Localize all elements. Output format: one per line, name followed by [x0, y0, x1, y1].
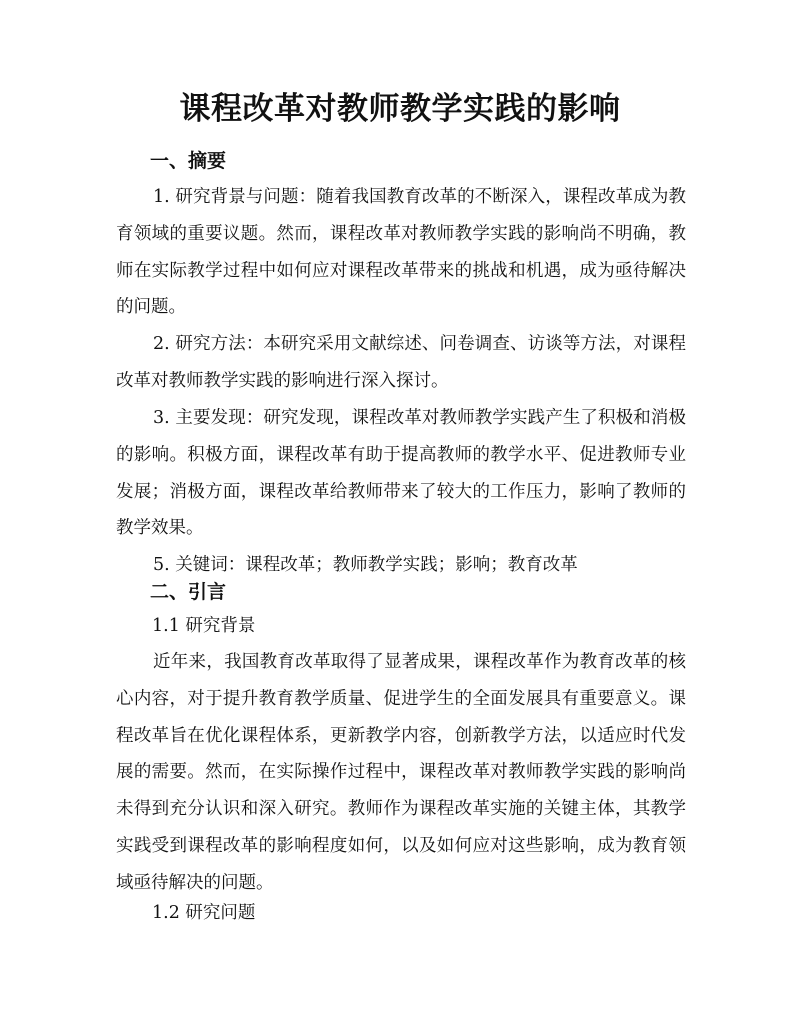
section-heading-abstract: 一、摘要 — [150, 150, 227, 172]
paragraph-research-method: 2. 研究方法：本研究采用文献综述、问卷调查、访谈等方法，对课程改革对教师教学实践的影响进行深入探讨。 — [116, 334, 686, 391]
document-title: 课程改革对教师教学实践的影响 — [179, 91, 621, 127]
paragraph-introduction-background: 近年来，我国教育改革取得了显著成果，课程改革作为教育改革的核心内容，对于提升教育教学质量、促进学生的全面发展具有重要意义。课程改革旨在优化课程体系，更新教学内容，创新教学方法，以适应时代发展的需要。然而，在实际操作过程中，课程改革对教师教学实践的影响尚未得到充分认识和深入研究。教师作为课程改革实施的关键主体，其教学实践受到课程改革的影响程度如何，以及如何应对这些影响，成为教育领域亟待解决的问题。 — [116, 652, 686, 893]
paragraph-research-background: 1. 研究背景与问题：随着我国教育改革的不断深入，课程改革成为教育领域的重要议题。然而，课程改革对教师教学实践的影响尚不明确，教师在实际教学过程中如何应对课程改革带来的挑战和机遇，成为亟待解决的问题。 — [116, 187, 686, 318]
subheading-research-questions: 1.2 研究问题 — [152, 903, 256, 923]
section-heading-introduction: 二、引言 — [150, 581, 227, 603]
paragraph-keywords: 5. 关键词：课程改革；教师教学实践；影响；教育改革 — [153, 555, 578, 575]
subheading-research-background: 1.1 研究背景 — [152, 616, 256, 636]
paragraph-main-findings: 3. 主要发现：研究发现，课程改革对教师教学实践产生了积极和消极的影响。积极方面，课程改革有助于提高教师的教学水平、促进教师专业发展；消极方面，课程改革给教师带来了较大的工作压力，影响了教师的教学效果。 — [116, 408, 686, 539]
